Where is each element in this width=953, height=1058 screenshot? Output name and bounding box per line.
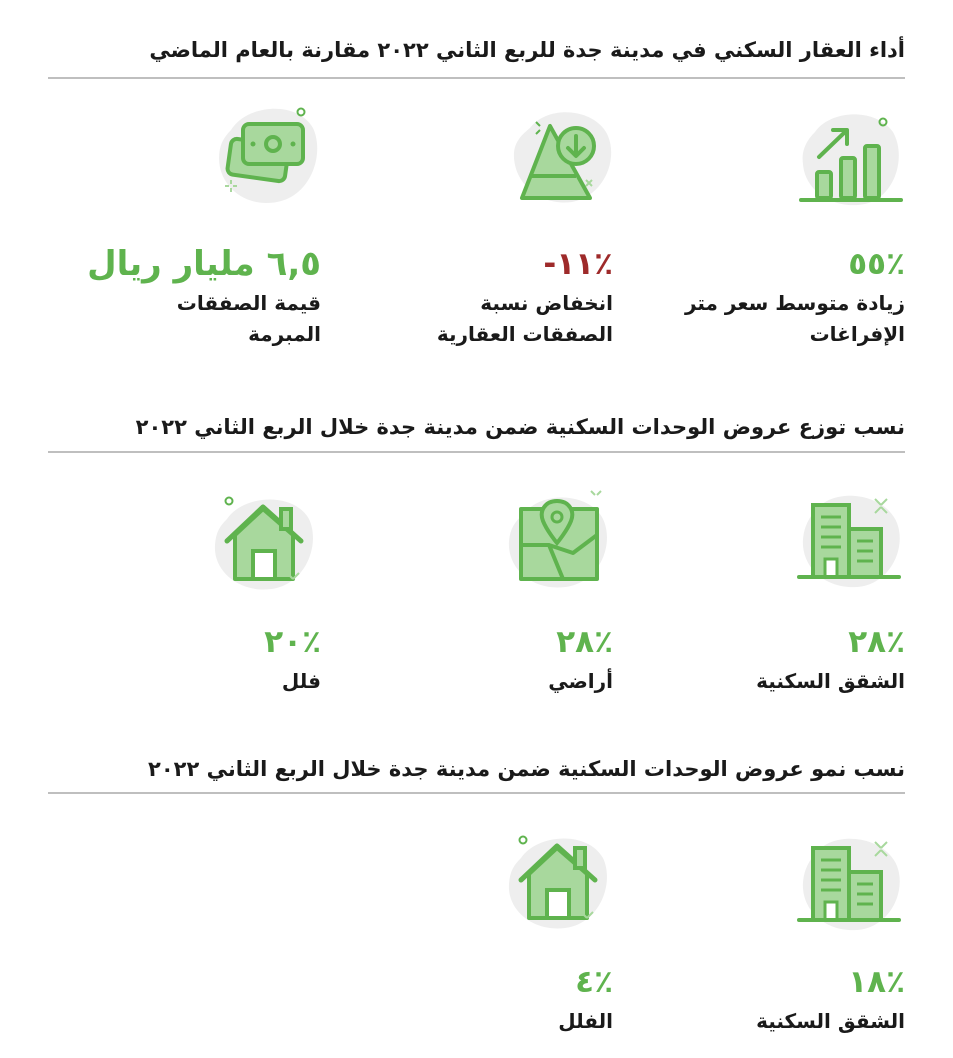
bar-chart-growth-icon xyxy=(795,102,905,212)
stat-land-share xyxy=(353,622,613,697)
stat-value: ٪١١- xyxy=(543,246,613,282)
stat-value: ٪٥٥ xyxy=(848,246,905,282)
stat-label: الفلل xyxy=(558,1009,613,1033)
stat-value: ٪٤ xyxy=(575,964,613,1000)
stat-price-per-meter xyxy=(645,244,905,350)
section-title-distribution: نسب توزع عروض الوحدات السكنية ضمن مدينة جدة خلال الربع الثاني ٢٠٢٢ xyxy=(135,415,905,439)
decrease-pyramid-icon xyxy=(508,98,618,208)
stat-value: ٪٢٨ xyxy=(556,624,613,660)
villa-house-icon xyxy=(209,487,319,597)
stat-apartments-growth xyxy=(645,962,905,1037)
stat-apartments-share xyxy=(645,622,905,697)
stat-value: ٪٢٠ xyxy=(264,624,321,660)
stat-label: انخفاض نسبة الصفقات العقارية xyxy=(436,291,613,346)
section-title-performance: أداء العقار السكني في مدينة جدة للربع الثاني ٢٠٢٢ مقارنة بالعام الماضي xyxy=(149,38,905,62)
stat-villas-share xyxy=(61,622,321,697)
stat-label: الشقق السكنية xyxy=(756,1009,905,1033)
stat-villas-growth xyxy=(353,962,613,1037)
stat-value: ٪٢٨ xyxy=(848,624,905,660)
stat-transactions-value xyxy=(61,244,321,350)
money-bills-icon xyxy=(213,98,323,208)
stat-transactions-decrease xyxy=(353,244,613,350)
apartment-building-icon xyxy=(795,826,905,936)
stat-label: الشقق السكنية xyxy=(756,669,905,693)
section-divider xyxy=(48,451,905,453)
stat-value: ٦,٥ مليار ريال xyxy=(87,244,321,284)
section-divider xyxy=(48,77,905,79)
stat-label: زيادة متوسط سعر متر الإفراغات xyxy=(684,291,905,346)
stat-value: ٪١٨ xyxy=(848,964,905,1000)
section-divider xyxy=(48,792,905,794)
stat-label: قيمة الصفقات المبرمة xyxy=(176,291,321,346)
villa-house-icon xyxy=(503,826,613,936)
stat-label: أراضي xyxy=(548,669,613,693)
section-title-growth: نسب نمو عروض الوحدات السكنية ضمن مدينة جدة خلال الربع الثاني ٢٠٢٢ xyxy=(148,757,905,781)
apartment-building-icon xyxy=(795,483,905,593)
stat-label: فلل xyxy=(281,669,321,693)
land-map-pin-icon xyxy=(503,485,613,595)
